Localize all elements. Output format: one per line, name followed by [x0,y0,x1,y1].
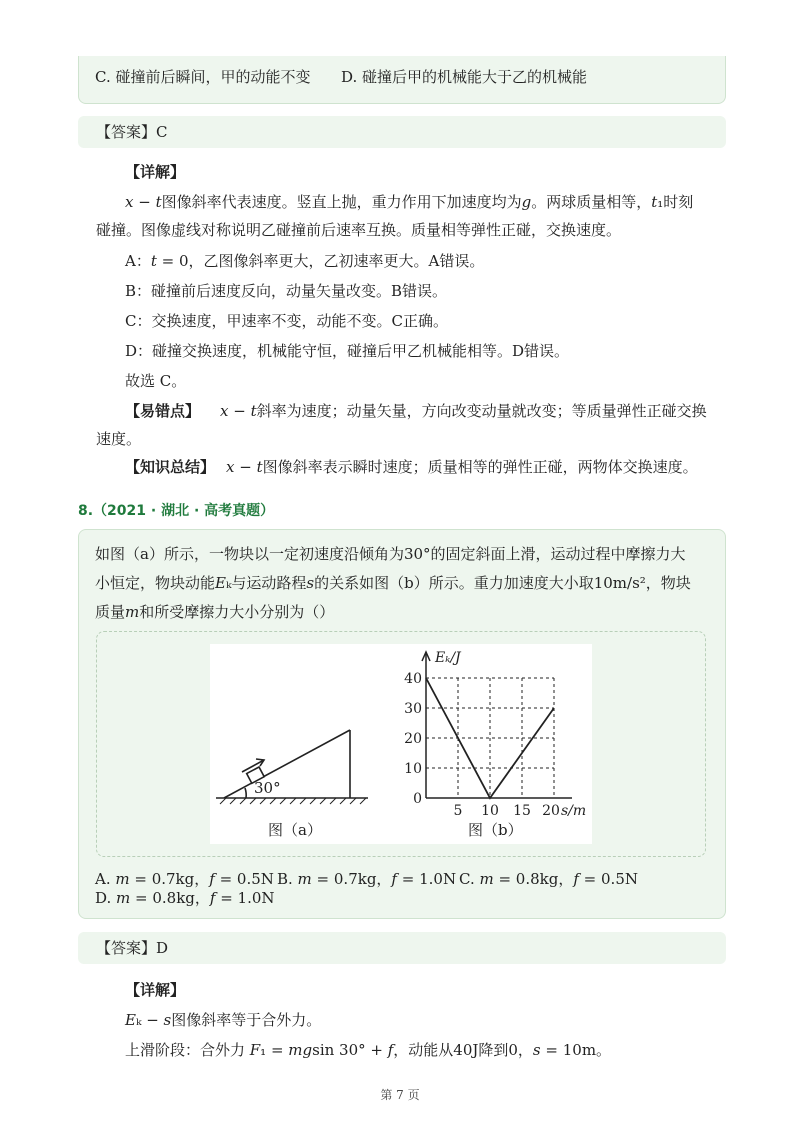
y-tick-label: 40 [404,671,422,687]
detail-line: A：𝑡 = 0，乙图像斜率更大，乙初速率更大。A错误。 [125,252,485,270]
option-b: B. 𝑚 = 0.7kg，𝑓 = 1.0N [277,870,457,888]
y-tick-label: 0 [413,791,422,807]
figure [210,644,592,844]
x-tick-label: 10 [481,803,499,819]
incline-surface [224,730,350,798]
option-d: D. 𝑚 = 0.8kg，𝑓 = 1.0N [95,889,275,907]
answer-bar [78,932,726,964]
question-header: 8.（2021 · 湖北 · 高考真题） [78,503,275,519]
detail-title: 【详解】 [125,163,186,181]
option-d: D. 碰撞后甲的机械能大于乙的机械能 [341,68,588,86]
question-stem: 小恒定，物块动能𝐸ₖ与运动路程𝑠的关系如图（b）所示。重力加速度大小取10m/s²，物块 [95,574,691,592]
detail-line: 𝑥 − 𝑡图像斜率代表速度。竖直上抛，重力作用下加速度均为𝑔。两球质量相等，𝑡₁时刻 [125,193,694,211]
summary-label: 【知识总结】 [125,458,216,476]
x-axis-label: s/m [561,803,587,819]
error-point-text: 𝑥 − 𝑡斜率为速度；动量矢量，方向改变动量就改变；等质量弹性正碰交换 [220,402,707,420]
detail-line: 故选 C。 [125,372,187,390]
question-stem: 质量𝑚和所受摩擦力大小分别为（） [95,603,335,621]
answer-bar [78,116,726,148]
detail-line: C：交换速度，甲速率不变，动能不变。C正确。 [125,312,448,330]
ground-hatching [220,798,366,804]
error-point-label: 【易错点】 [125,402,201,420]
y-tick-label: 20 [404,731,422,747]
caption-b: 图（b） [468,821,523,839]
answer-label: 【答案】C [96,123,168,141]
ek-s-graph [404,650,586,839]
option-c: C. 𝑚 = 0.8kg，𝑓 = 0.5N [459,870,638,888]
incline-diagram [216,730,368,804]
detail-line: 碰撞。图像虚线对称说明乙碰撞前后速率互换。质量相等弹性正碰，交换速度。 [96,221,622,239]
page-number: 第 7 页 [380,1088,420,1102]
x-tick-label: 5 [453,803,463,819]
angle-label: 30° [254,779,281,797]
angle-arc [245,788,246,798]
detail-line: D：碰撞交换速度，机械能守恒，碰撞后甲乙机械能相等。D错误。 [125,342,570,360]
summary-text: 𝑥 − 𝑡图像斜率表示瞬时速度；质量相等的弹性正碰，两物体交换速度。 [226,458,698,476]
error-point-text: 速度。 [96,430,142,448]
detail-line: 𝐸ₖ − 𝑠图像斜率等于合外力。 [125,1011,322,1029]
detail-line: 上滑阶段：合外力 𝐹₁ = 𝑚𝑔sin 30° + 𝑓，动能从40J降到0，𝑠 = 10m。 [125,1041,612,1059]
option-c: C. 碰撞前后瞬间，甲的动能不变 [95,68,311,86]
x-tick-label: 20 [542,803,560,819]
y-tick-label: 30 [404,701,422,717]
prev-options-box [78,56,726,104]
caption-a: 图（a） [268,821,322,839]
figure-svg [210,644,592,844]
detail-line: B：碰撞前后速度反向，动量矢量改变。B错误。 [125,282,448,300]
y-tick-label: 10 [404,761,422,777]
question-stem: 如图（a）所示，一物块以一定初速度沿倾角为30°的固定斜面上滑，运动过程中摩擦力大 [95,545,686,563]
detail-title: 【详解】 [125,981,186,999]
x-tick-label: 15 [513,803,531,819]
option-a: A. 𝑚 = 0.7kg，𝑓 = 0.5N [95,870,274,888]
answer-label: 【答案】D [96,939,169,957]
grid-lines [426,678,554,798]
y-axis-label: Eₖ/J [435,650,461,666]
